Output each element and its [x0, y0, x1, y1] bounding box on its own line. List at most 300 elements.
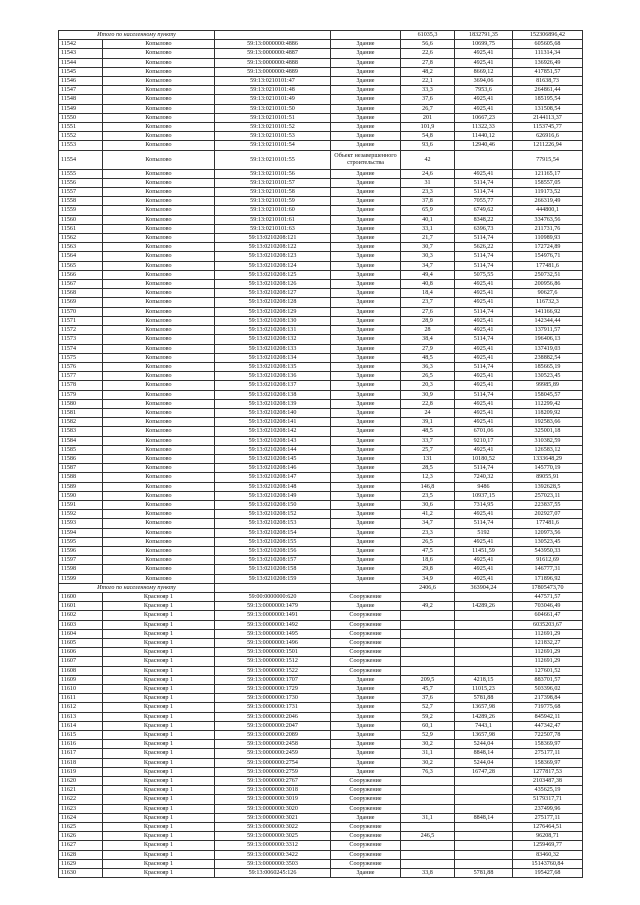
table-row: [59, 280, 583, 289]
type-cell: Здание: [331, 749, 401, 758]
settlement-cell: Копылово: [103, 243, 215, 252]
rate-cell: 4925,41: [455, 556, 513, 565]
row-number-cell: 11592: [59, 510, 103, 519]
cadastral-cell: 59:13:0060245:126: [215, 869, 331, 878]
cadastral-cell: 59:13:0210208:142: [215, 427, 331, 436]
table-row: [59, 804, 583, 813]
cadastral-cell: 59:13:0000000:3018: [215, 786, 331, 795]
total-cell: 119173,52: [513, 188, 583, 197]
rate-cell: 5114,74: [455, 464, 513, 473]
area-cell: 31: [401, 178, 455, 187]
rate-cell: [455, 592, 513, 601]
area-cell: 30,6: [401, 500, 455, 509]
total-cell: 447571,57: [513, 592, 583, 601]
settlement-cell: Копылово: [103, 473, 215, 482]
row-number-cell: 11547: [59, 86, 103, 95]
total-cell: 158557,05: [513, 178, 583, 187]
settlement-cell: Копылово: [103, 234, 215, 243]
table-row: [59, 777, 583, 786]
rate-cell: 4925,41: [455, 408, 513, 417]
cadastral-cell: 59:13:0210208:140: [215, 408, 331, 417]
type-cell: Здание: [331, 335, 401, 344]
total-cell: 81638,73: [513, 77, 583, 86]
total-cell: 90627,6: [513, 289, 583, 298]
type-cell: Здание: [331, 703, 401, 712]
settlement-cell: Копылово: [103, 132, 215, 141]
settlement-cell: Копылово: [103, 436, 215, 445]
settlement-cell: Копылово: [103, 113, 215, 122]
cadastral-cell: 59:13:0210208:150: [215, 500, 331, 509]
settlement-cell: Краснояр 1: [103, 749, 215, 758]
area-cell: 93,6: [401, 141, 455, 150]
type-cell: Сооружение: [331, 657, 401, 666]
area-cell: 31,1: [401, 813, 455, 822]
subtotal-row: [59, 31, 583, 40]
settlement-cell: Краснояр 1: [103, 639, 215, 648]
cadastral-cell: 59:13:0210208:155: [215, 537, 331, 546]
rate-cell: 11440,12: [455, 132, 513, 141]
type-cell: Здание: [331, 731, 401, 740]
type-cell: Здание: [331, 224, 401, 233]
cadastral-cell: 59:13:0210208:124: [215, 261, 331, 270]
settlement-cell: Копылово: [103, 353, 215, 362]
table-row: [59, 298, 583, 307]
table-row: [59, 408, 583, 417]
type-cell: Здание: [331, 307, 401, 316]
cadastral-cell: 59:13:0210208:127: [215, 289, 331, 298]
row-number-cell: 11599: [59, 574, 103, 583]
total-cell: 158369,97: [513, 740, 583, 749]
table-row: [59, 206, 583, 215]
total-cell: 5179317,71: [513, 795, 583, 804]
table-row: [59, 95, 583, 104]
type-cell: Здание: [331, 178, 401, 187]
row-number-cell: 11560: [59, 215, 103, 224]
settlement-cell: Копылово: [103, 445, 215, 454]
area-cell: 18,4: [401, 289, 455, 298]
cadastral-cell: 59:13:0000000:2089: [215, 731, 331, 740]
table-row: [59, 611, 583, 620]
cadastral-cell: 59:13:0210208:136: [215, 372, 331, 381]
type-cell: Сооружение: [331, 592, 401, 601]
settlement-cell: Копылово: [103, 537, 215, 546]
area-cell: 26,5: [401, 537, 455, 546]
table-row: [59, 767, 583, 776]
table-row: [59, 556, 583, 565]
total-cell: 266319,49: [513, 197, 583, 206]
rate-cell: 10180,52: [455, 454, 513, 463]
settlement-cell: Краснояр 1: [103, 758, 215, 767]
type-cell: Сооружение: [331, 611, 401, 620]
row-number-cell: 11619: [59, 767, 103, 776]
total-cell: 503396,02: [513, 685, 583, 694]
rate-cell: [455, 150, 513, 169]
settlement-cell: Копылово: [103, 252, 215, 261]
type-cell: Здание: [331, 519, 401, 528]
row-number-cell: 11600: [59, 592, 103, 601]
table-row: [59, 252, 583, 261]
type-cell: Здание: [331, 132, 401, 141]
settlement-cell: Копылово: [103, 261, 215, 270]
table-row: [59, 243, 583, 252]
row-number-cell: 11591: [59, 500, 103, 509]
type-cell: Сооружение: [331, 804, 401, 813]
row-number-cell: 11588: [59, 473, 103, 482]
area-cell: 23,7: [401, 298, 455, 307]
row-number-cell: 11586: [59, 454, 103, 463]
settlement-cell: Копылово: [103, 169, 215, 178]
area-cell: 37,6: [401, 95, 455, 104]
total-cell: 185195,54: [513, 95, 583, 104]
cadastral-cell: 59:13:0000000:3022: [215, 823, 331, 832]
type-cell: Здание: [331, 767, 401, 776]
row-number-cell: 11562: [59, 234, 103, 243]
rate-cell: 1832791,35: [455, 31, 513, 40]
settlement-cell: Копылово: [103, 104, 215, 113]
cadastral-cell: 59:13:0210208:144: [215, 445, 331, 454]
cadastral-cell: 59:13:0210208:125: [215, 270, 331, 279]
row-number-cell: 11552: [59, 132, 103, 141]
total-cell: 2103487,38: [513, 777, 583, 786]
rate-cell: [455, 850, 513, 859]
row-number-cell: 11614: [59, 721, 103, 730]
total-cell: 217398,84: [513, 694, 583, 703]
row-number-cell: 11553: [59, 141, 103, 150]
settlement-cell: Копылово: [103, 565, 215, 574]
table-row: [59, 602, 583, 611]
area-cell: 26,7: [401, 104, 455, 113]
table-row: [59, 675, 583, 684]
rate-cell: 5114,74: [455, 188, 513, 197]
area-cell: [401, 648, 455, 657]
cadastral-cell: 59:13:0210208:158: [215, 565, 331, 574]
area-cell: 36,3: [401, 362, 455, 371]
rate-cell: 5114,74: [455, 234, 513, 243]
rate-cell: 4925,41: [455, 510, 513, 519]
rate-cell: 4925,41: [455, 372, 513, 381]
table-row: [59, 666, 583, 675]
property-register-table: [58, 30, 583, 878]
total-cell: 130523,45: [513, 372, 583, 381]
rate-cell: [455, 629, 513, 638]
table-row: [59, 427, 583, 436]
table-row: [59, 537, 583, 546]
type-cell: Здание: [331, 685, 401, 694]
table-row: [59, 685, 583, 694]
type-cell: Здание: [331, 188, 401, 197]
total-cell: 91612,69: [513, 556, 583, 565]
row-number-cell: 11559: [59, 206, 103, 215]
table-row: [59, 169, 583, 178]
cadastral-cell: 59:13:0000000:1495: [215, 629, 331, 638]
table-row: [59, 215, 583, 224]
type-cell: Здание: [331, 243, 401, 252]
row-number-cell: 11558: [59, 197, 103, 206]
total-cell: 6035203,67: [513, 620, 583, 629]
rate-cell: 4925,41: [455, 104, 513, 113]
settlement-cell: Копылово: [103, 141, 215, 150]
cadastral-cell: 59:13:0210101:57: [215, 178, 331, 187]
row-number-cell: 11581: [59, 408, 103, 417]
cadastral-cell: 59:13:0210208:128: [215, 298, 331, 307]
table-row: [59, 565, 583, 574]
cadastral-cell: 59:13:0210101:50: [215, 104, 331, 113]
settlement-cell: Краснояр 1: [103, 832, 215, 841]
cadastral-cell: 59:13:0210101:52: [215, 123, 331, 132]
total-cell: 192583,66: [513, 418, 583, 427]
table-row: [59, 510, 583, 519]
area-cell: 18,6: [401, 556, 455, 565]
settlement-cell: Копылово: [103, 362, 215, 371]
area-cell: 25,7: [401, 445, 455, 454]
area-cell: 21,7: [401, 234, 455, 243]
type-cell: Здание: [331, 104, 401, 113]
row-number-cell: 11578: [59, 381, 103, 390]
area-cell: 49,4: [401, 270, 455, 279]
settlement-cell: Краснояр 1: [103, 786, 215, 795]
total-cell: 142344,44: [513, 316, 583, 325]
rate-cell: 5781,88: [455, 869, 513, 878]
total-cell: 722507,78: [513, 731, 583, 740]
type-cell: Здание: [331, 528, 401, 537]
table-row: [59, 620, 583, 629]
table-row: [59, 464, 583, 473]
row-number-cell: 11604: [59, 629, 103, 638]
area-cell: 52,7: [401, 703, 455, 712]
total-cell: 605605,68: [513, 40, 583, 49]
settlement-cell: Краснояр 1: [103, 675, 215, 684]
cadastral-cell: 59:13:0000000:3503: [215, 859, 331, 868]
area-cell: [401, 657, 455, 666]
type-cell: Здание: [331, 353, 401, 362]
rate-cell: 4925,41: [455, 445, 513, 454]
rate-cell: [455, 832, 513, 841]
table-row: [59, 418, 583, 427]
area-cell: 28: [401, 326, 455, 335]
settlement-cell: Краснояр 1: [103, 869, 215, 878]
cadastral-cell: 59:13:0000000:3021: [215, 813, 331, 822]
table-body: [59, 31, 583, 878]
row-number-cell: 11564: [59, 252, 103, 261]
total-cell: 83460,32: [513, 850, 583, 859]
total-cell: 435625,19: [513, 786, 583, 795]
row-number-cell: 11594: [59, 528, 103, 537]
row-number-cell: 11601: [59, 602, 103, 611]
total-cell: 158369,97: [513, 758, 583, 767]
table-row: [59, 270, 583, 279]
row-number-cell: 11620: [59, 777, 103, 786]
total-cell: 1153745,77: [513, 123, 583, 132]
cadastral-cell: 59:13:0210101:63: [215, 224, 331, 233]
settlement-cell: Копылово: [103, 270, 215, 279]
table-row: [59, 721, 583, 730]
table-row: [59, 261, 583, 270]
settlement-cell: Краснояр 1: [103, 740, 215, 749]
area-cell: 37,6: [401, 694, 455, 703]
row-number-cell: 11550: [59, 113, 103, 122]
area-cell: [401, 859, 455, 868]
settlement-cell: Копылово: [103, 408, 215, 417]
row-number-cell: 11551: [59, 123, 103, 132]
total-cell: 126583,12: [513, 445, 583, 454]
type-cell: Сооружение: [331, 629, 401, 638]
area-cell: [401, 777, 455, 786]
cadastral-cell: 59:13:0000000:2046: [215, 712, 331, 721]
rate-cell: 8348,22: [455, 215, 513, 224]
settlement-cell: Краснояр 1: [103, 777, 215, 786]
area-cell: 33,1: [401, 224, 455, 233]
row-number-cell: 11621: [59, 786, 103, 795]
area-cell: 30,3: [401, 252, 455, 261]
area-cell: [401, 786, 455, 795]
total-cell: 1276464,51: [513, 823, 583, 832]
table-row: [59, 694, 583, 703]
area-cell: [401, 795, 455, 804]
total-cell: 111314,34: [513, 49, 583, 58]
area-cell: 48,5: [401, 427, 455, 436]
table-row: [59, 473, 583, 482]
type-cell: Здание: [331, 565, 401, 574]
rate-cell: 7443,1: [455, 721, 513, 730]
settlement-cell: Копылово: [103, 123, 215, 132]
table-row: [59, 49, 583, 58]
settlement-cell: Краснояр 1: [103, 629, 215, 638]
table-row: [59, 224, 583, 233]
settlement-cell: Копылово: [103, 482, 215, 491]
type-cell: Здание: [331, 574, 401, 583]
settlement-cell: Краснояр 1: [103, 620, 215, 629]
area-cell: 26,5: [401, 372, 455, 381]
total-cell: 116732,3: [513, 298, 583, 307]
rate-cell: 5114,74: [455, 519, 513, 528]
total-cell: 177481,6: [513, 261, 583, 270]
total-cell: 152306896,42: [513, 31, 583, 40]
table-row: [59, 445, 583, 454]
rate-cell: 14289,26: [455, 712, 513, 721]
row-number-cell: 11572: [59, 326, 103, 335]
rate-cell: 8669,12: [455, 67, 513, 76]
type-cell: Здание: [331, 40, 401, 49]
subtotal-label: Итого по населенному пункту: [59, 31, 215, 40]
area-cell: 49,2: [401, 602, 455, 611]
cadastral-cell: [215, 31, 331, 40]
type-cell: Здание: [331, 758, 401, 767]
settlement-cell: Краснояр 1: [103, 694, 215, 703]
area-cell: 33,3: [401, 86, 455, 95]
area-cell: 12,3: [401, 473, 455, 482]
type-cell: Здание: [331, 436, 401, 445]
table-row: [59, 850, 583, 859]
cadastral-cell: 59:00:0000000:620: [215, 592, 331, 601]
total-cell: 171896,92: [513, 574, 583, 583]
settlement-cell: Краснояр 1: [103, 685, 215, 694]
area-cell: 76,3: [401, 767, 455, 776]
rate-cell: 5781,88: [455, 694, 513, 703]
table-row: [59, 335, 583, 344]
rate-cell: 4925,41: [455, 95, 513, 104]
cadastral-cell: 59:13:0210208:143: [215, 436, 331, 445]
total-cell: 15143760,84: [513, 859, 583, 868]
total-cell: 77915,54: [513, 150, 583, 169]
cadastral-cell: 59:13:0210208:135: [215, 362, 331, 371]
rate-cell: [455, 648, 513, 657]
cadastral-cell: 59:13:0000000:3422: [215, 850, 331, 859]
row-number-cell: 11589: [59, 482, 103, 491]
area-cell: 41,2: [401, 510, 455, 519]
settlement-cell: Копылово: [103, 77, 215, 86]
row-number-cell: 11542: [59, 40, 103, 49]
table-row: [59, 353, 583, 362]
cadastral-cell: 59:13:0000000:4886: [215, 40, 331, 49]
total-cell: 250732,51: [513, 270, 583, 279]
area-cell: 23,5: [401, 491, 455, 500]
row-number-cell: 11607: [59, 657, 103, 666]
rate-cell: 7314,95: [455, 500, 513, 509]
rate-cell: [455, 777, 513, 786]
type-cell: Здание: [331, 694, 401, 703]
row-number-cell: 11624: [59, 813, 103, 822]
row-number-cell: 11582: [59, 418, 103, 427]
row-number-cell: 11563: [59, 243, 103, 252]
settlement-cell: Краснояр 1: [103, 712, 215, 721]
total-cell: 257023,11: [513, 491, 583, 500]
table-row: [59, 178, 583, 187]
total-cell: 883701,57: [513, 675, 583, 684]
row-number-cell: 11573: [59, 335, 103, 344]
type-cell: Сооружение: [331, 648, 401, 657]
row-number-cell: 11575: [59, 353, 103, 362]
type-cell: Сооружение: [331, 666, 401, 675]
cadastral-cell: 59:13:0210208:156: [215, 546, 331, 555]
total-cell: 137911,57: [513, 326, 583, 335]
total-cell: 1277817,53: [513, 767, 583, 776]
type-cell: [331, 583, 401, 592]
settlement-cell: Копылово: [103, 510, 215, 519]
type-cell: Здание: [331, 546, 401, 555]
type-cell: Сооружение: [331, 850, 401, 859]
type-cell: Здание: [331, 362, 401, 371]
cadastral-cell: 59:13:0000000:1707: [215, 675, 331, 684]
cadastral-cell: 59:13:0210101:47: [215, 77, 331, 86]
total-cell: 211731,76: [513, 224, 583, 233]
subtotal-row: [59, 583, 583, 592]
settlement-cell: Краснояр 1: [103, 859, 215, 868]
area-cell: 28,9: [401, 316, 455, 325]
rate-cell: 4925,41: [455, 58, 513, 67]
total-cell: 121165,17: [513, 169, 583, 178]
settlement-cell: Копылово: [103, 95, 215, 104]
rate-cell: [455, 666, 513, 675]
row-number-cell: 11630: [59, 869, 103, 878]
area-cell: 101,9: [401, 123, 455, 132]
cadastral-cell: 59:13:0210208:131: [215, 326, 331, 335]
settlement-cell: Копылово: [103, 390, 215, 399]
total-cell: 200956,86: [513, 280, 583, 289]
settlement-cell: Копылово: [103, 344, 215, 353]
table-row: [59, 113, 583, 122]
area-cell: [401, 841, 455, 850]
type-cell: Здание: [331, 95, 401, 104]
total-cell: 1333648,29: [513, 454, 583, 463]
settlement-cell: Краснояр 1: [103, 602, 215, 611]
area-cell: 31,1: [401, 749, 455, 758]
rate-cell: [455, 841, 513, 850]
cadastral-cell: 59:13:0210208:121: [215, 234, 331, 243]
settlement-cell: Краснояр 1: [103, 731, 215, 740]
area-cell: 54,8: [401, 132, 455, 141]
row-number-cell: 11565: [59, 261, 103, 270]
rate-cell: 4925,41: [455, 565, 513, 574]
